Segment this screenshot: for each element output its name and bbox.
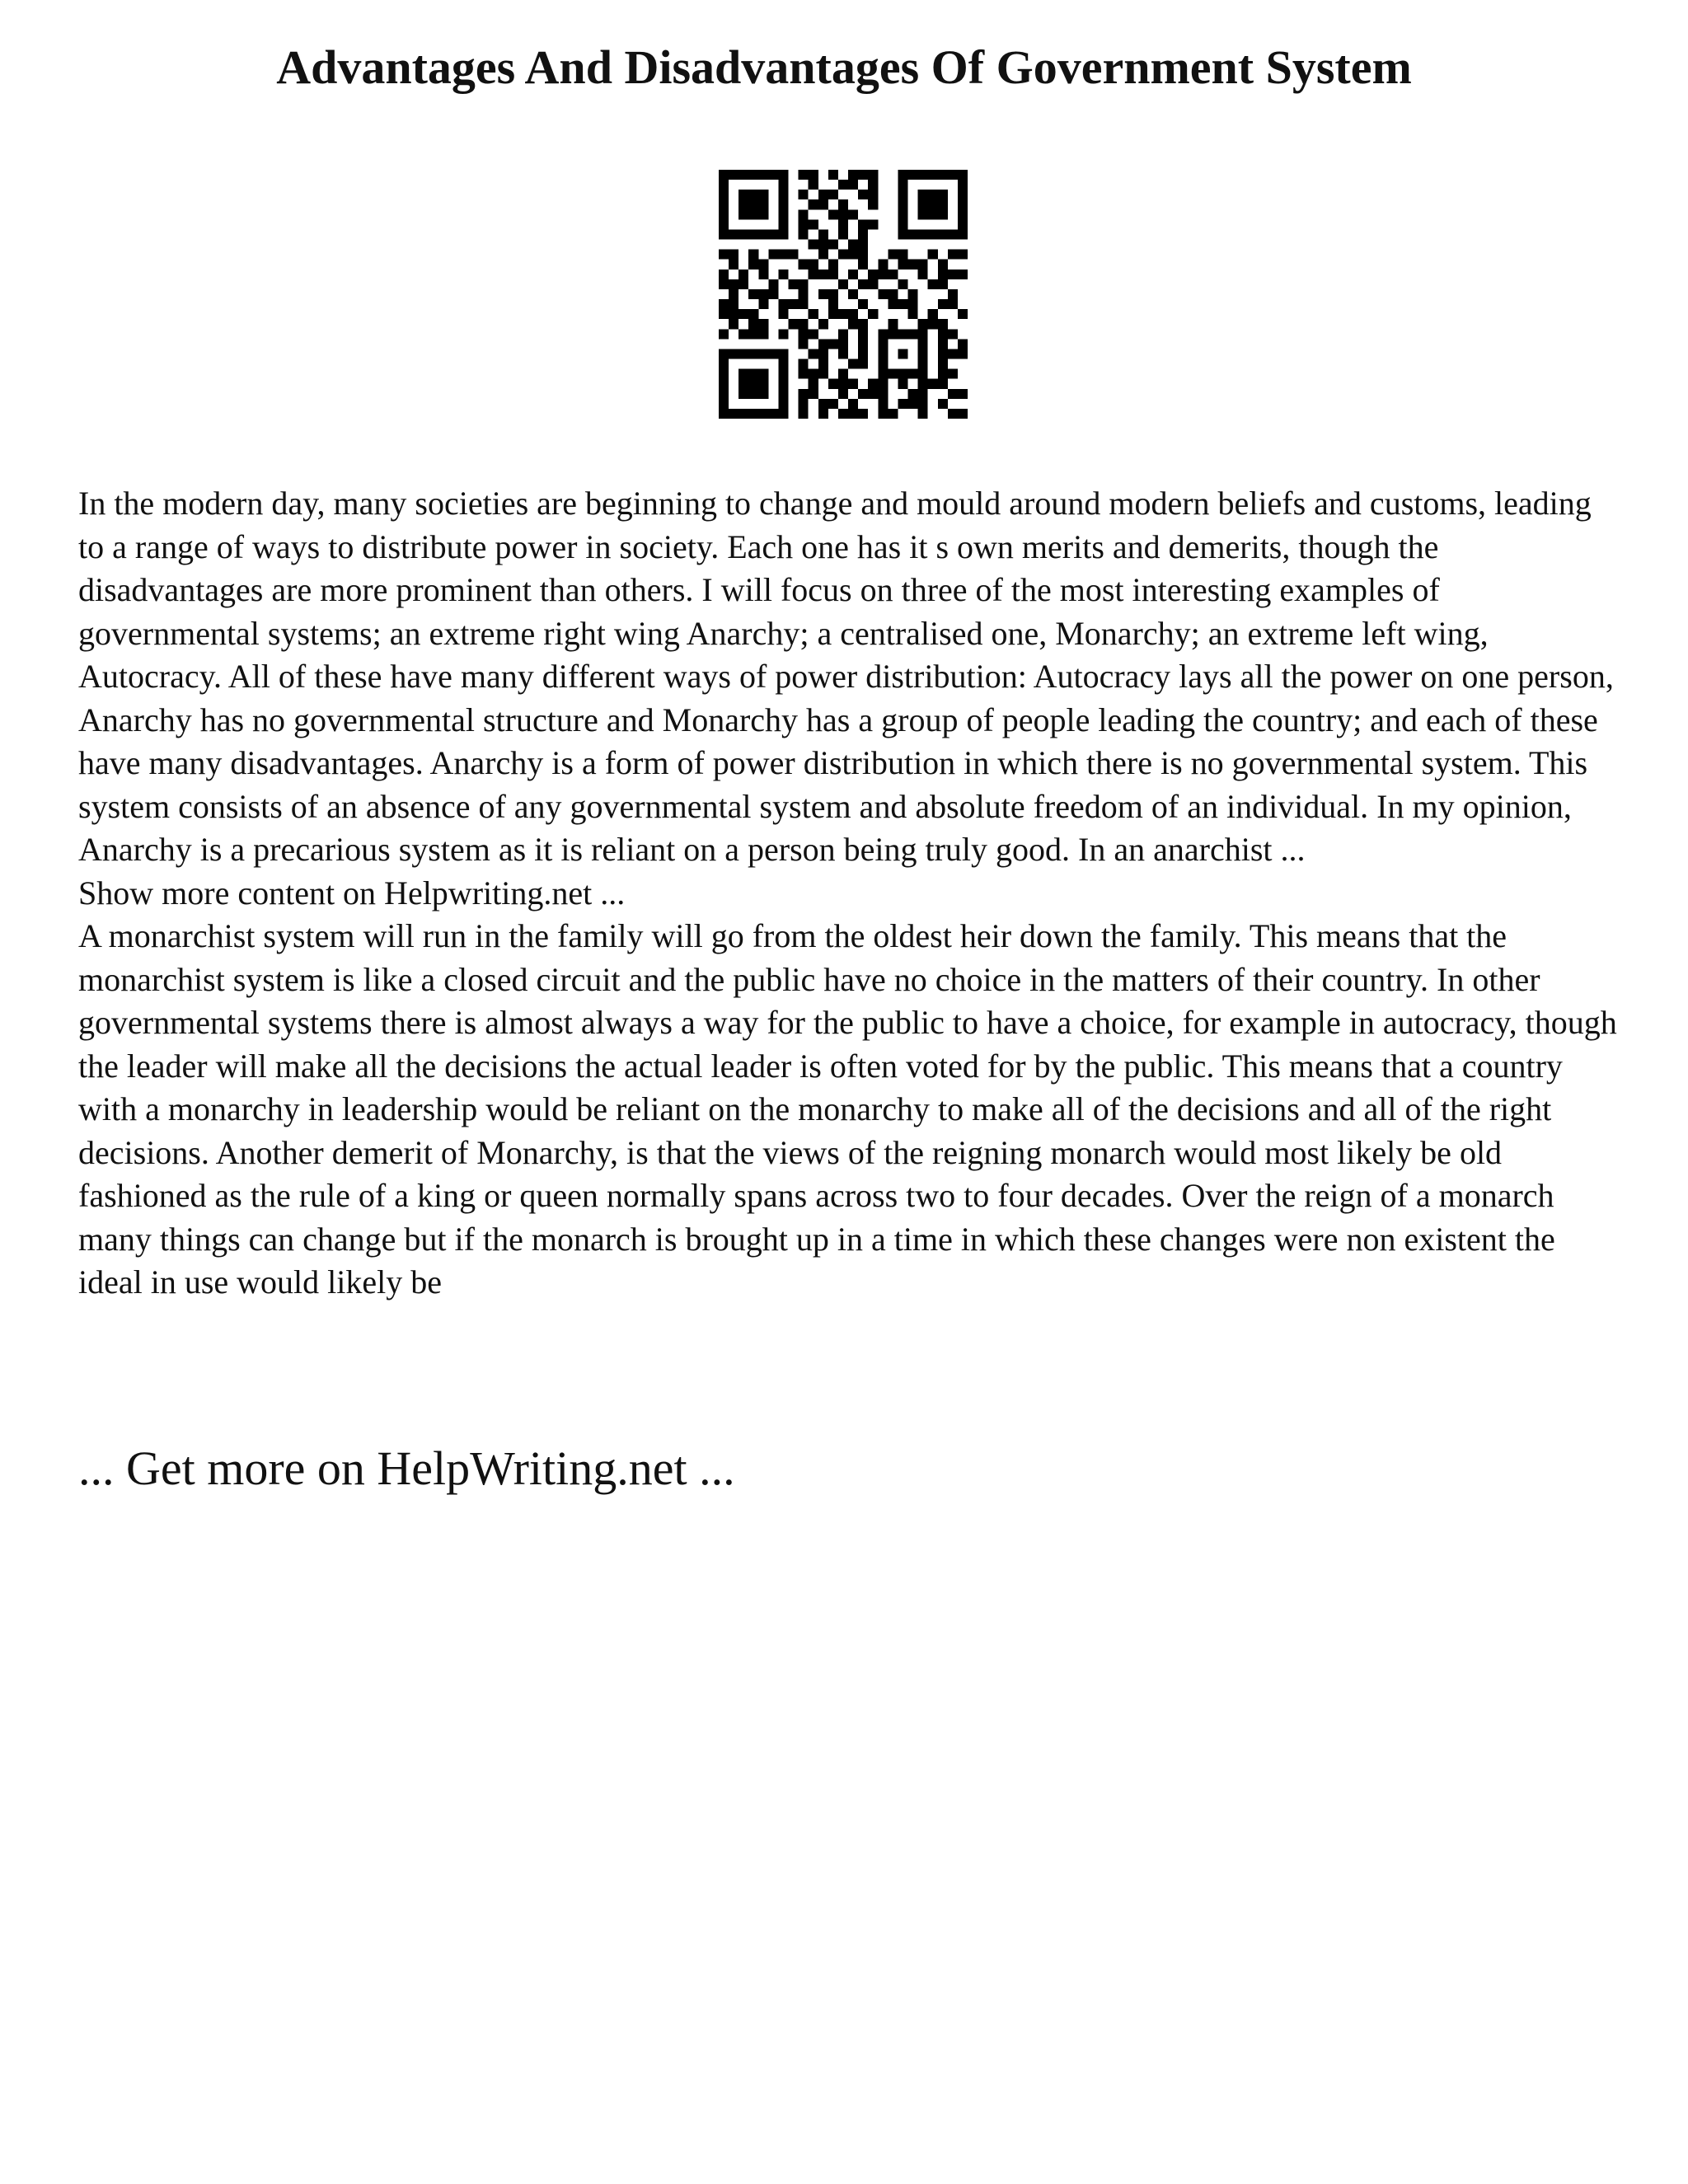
get-more-link[interactable]: ... Get more on HelpWriting.net ... — [78, 1441, 735, 1495]
qr-code-icon — [719, 170, 968, 419]
paragraph-monarchy: A monarchist system will run in the family will go from the oldest heir down the family. This means that the monarchist system is like a closed circuit and the public have no choice in the matters of their country. In other governmental systems there is almost always a way for the public to have a choice, for example in autocracy, though the leader will make all the decisions the actual leader is often voted for by the public. This means that a country with a monarchy in leadership would be reliant on the monarchy to make all of the decisions and all of the right decisions. Another demerit of Monarchy, is that the views of the reigning monarch would most likely be old fashioned as the rule of a king or queen normally spans across two to four decades. Over the reign of a monarch many things can change but if the monarch is brought up in a time in which these changes were non existent the ideal in use would likely be — [78, 917, 1617, 1301]
paragraph-intro: In the modern day, many societies are beginning to change and mould around modern beliefs and customs, leading to a range of ways to distribute power in society. Each one has it s own merits and demerits, though the disadvantages are more prominent than others. I will focus on three of the most interesting examples of governmental systems; an extreme right wing Anarchy; a centralised one, Monarchy; an extreme left wing, Autocracy. All of these have many different ways of power distribution: Autocracy lays all the power on one person, Anarchy has no governmental structure and Monarchy has a group of people leading the country; and each of these have many disadvantages. Anarchy is a form of power distribution in which there is no governmental system. This system consists of an absence of any governmental system and absolute freedom of an individual. In my opinion, Anarchy is a precarious system as it is reliant on a person being truly good. In an anarchist ... — [78, 485, 1614, 868]
page-title: Advantages And Disadvantages Of Government System — [276, 40, 1412, 94]
qr-code-graphic — [719, 170, 968, 419]
article-body — [78, 482, 1620, 1305]
show-more-link[interactable]: Show more content on Helpwriting.net ... — [78, 874, 626, 912]
